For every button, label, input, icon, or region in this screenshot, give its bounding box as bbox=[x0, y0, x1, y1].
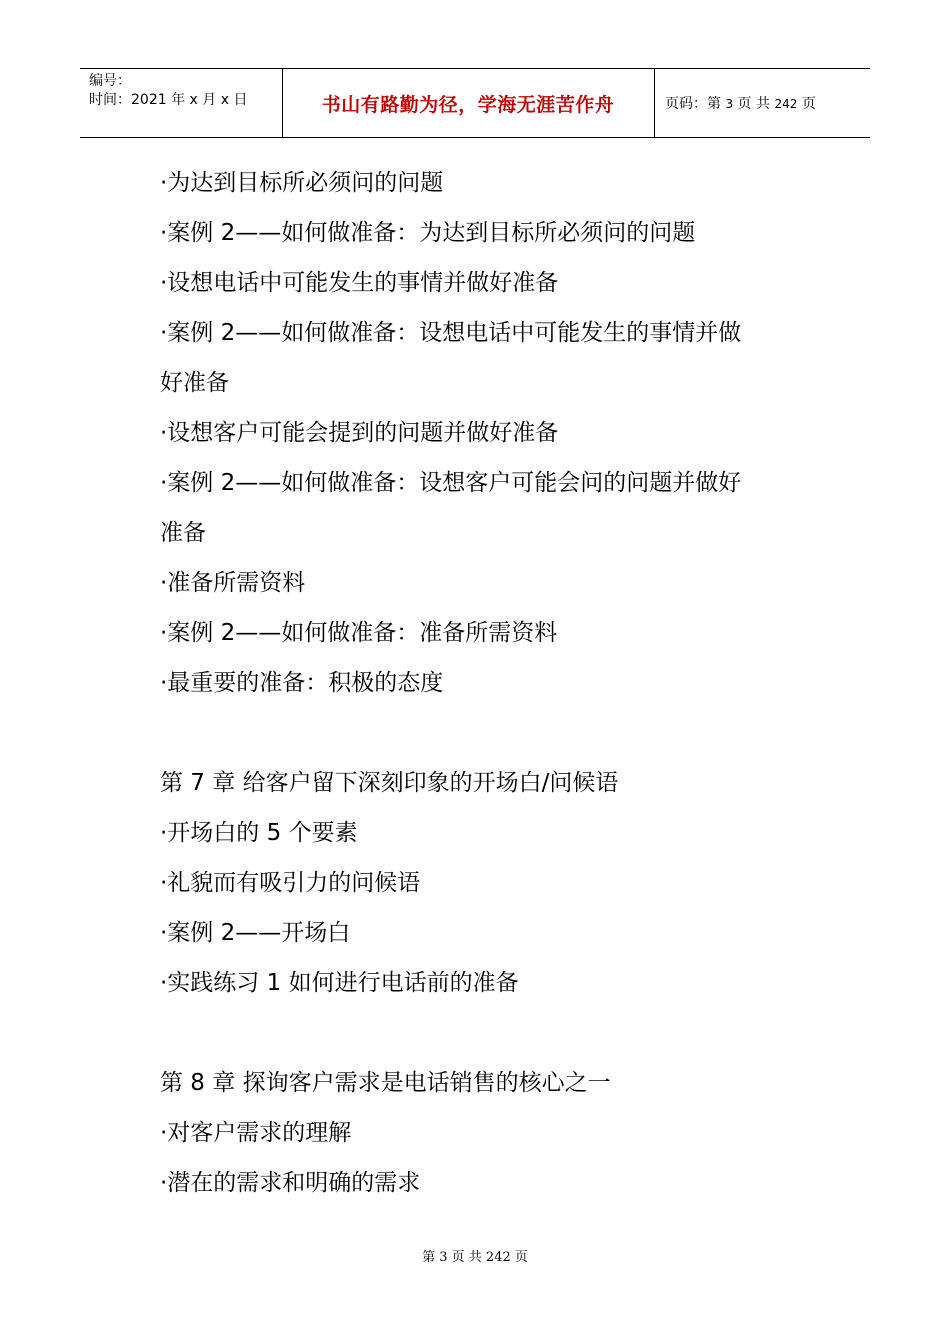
chapter-heading: 第 7 章 给客户留下深刻印象的开场白/问候语 bbox=[160, 770, 619, 796]
body-line: ·实践练习 1 如何进行电话前的准备 bbox=[160, 970, 519, 996]
body-line: ·案例 2——开场白 bbox=[160, 920, 351, 946]
page-footer: 第 3 页 共 242 页 bbox=[422, 1250, 528, 1265]
page-mid: 页 共 bbox=[737, 96, 770, 112]
chapter-heading: 第 8 章 探询客户需求是电话销售的核心之一 bbox=[160, 1070, 611, 1096]
body-line: ·案例 2——如何做准备：为达到目标所必须问的问题 bbox=[160, 220, 696, 246]
motto-cell bbox=[282, 69, 655, 137]
page-info bbox=[665, 93, 816, 113]
body-line: ·最重要的准备：积极的态度 bbox=[160, 670, 444, 696]
page-total: 242 bbox=[774, 97, 798, 111]
motto-text: 书山有路勤为径，学海无涯苦作舟 bbox=[321, 93, 615, 116]
header-meta-cell bbox=[80, 69, 283, 137]
blank-line bbox=[160, 1008, 820, 1058]
body-line: ·设想客户可能会提到的问题并做好准备 bbox=[160, 420, 559, 446]
body-line: ·礼貌而有吸引力的问候语 bbox=[160, 870, 421, 896]
body-line: ·案例 2——如何做准备：准备所需资料 bbox=[160, 620, 558, 646]
body-line: 好准备 bbox=[160, 370, 229, 396]
time-label: 时间：2021 年 x 月 x 日 bbox=[89, 92, 248, 108]
body-line: ·潜在的需求和明确的需求 bbox=[160, 1170, 421, 1196]
page-current: 3 bbox=[725, 97, 734, 111]
body-line: ·案例 2——如何做准备：设想电话中可能发生的事情并做 bbox=[160, 320, 742, 346]
body-line: ·案例 2——如何做准备：设想客户可能会问的问题并做好 bbox=[160, 470, 742, 496]
body-line: ·准备所需资料 bbox=[160, 570, 306, 596]
body-line: 准备 bbox=[160, 520, 206, 546]
body-line: ·设想电话中可能发生的事情并做好准备 bbox=[160, 270, 559, 296]
page-suffix: 页 bbox=[801, 96, 816, 112]
blank-line bbox=[160, 708, 820, 758]
body-line: ·对客户需求的理解 bbox=[160, 1120, 352, 1146]
page-prefix: 页码：第 bbox=[665, 96, 721, 112]
body-line: ·开场白的 5 个要素 bbox=[160, 820, 358, 846]
header-table bbox=[80, 68, 870, 138]
number-label: 编号： bbox=[89, 73, 131, 89]
body-line: ·为达到目标所必须问的问题 bbox=[160, 170, 444, 196]
document-body bbox=[160, 158, 820, 1208]
page-info-cell bbox=[655, 69, 870, 137]
